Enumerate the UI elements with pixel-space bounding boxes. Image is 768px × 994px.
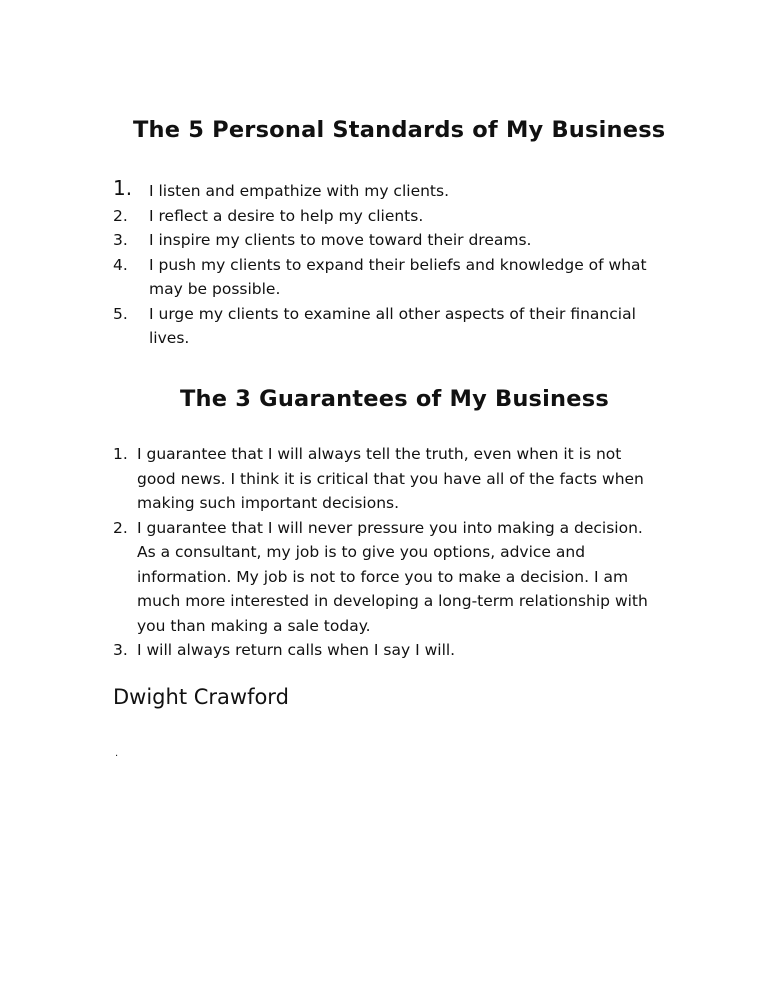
list-item-text: I inspire my clients to move toward their dreams. — [149, 231, 532, 249]
list-item-text: I reflect a desire to help my clients. — [149, 206, 424, 225]
list-item-number: 5. — [113, 304, 128, 323]
list-item — [113, 204, 653, 229]
guarantees-title: The 3 Guarantees of My Business — [180, 386, 609, 412]
standards-list — [113, 176, 653, 351]
list-item-text: I listen and empathize with my clients. — [149, 182, 450, 200]
list-item-number: 1. — [113, 445, 128, 463]
list-item — [113, 638, 661, 663]
footer-mark: . — [115, 748, 119, 759]
list-item-number: 4. — [113, 255, 128, 274]
list-item-number: 3. — [113, 641, 128, 659]
list-item-text: I urge my clients to examine all other aspects of their financial lives. — [149, 304, 636, 347]
guarantees-list — [113, 442, 661, 663]
list-item-text: I push my clients to expand their beliefs and knowledge of what may be possible. — [149, 255, 647, 298]
list-item-number: 2. — [113, 206, 128, 225]
list-item-text: I guarantee that I will never pressure you into making a decision. As a consultant, my job is to give you options, advice and information. My job is not to force you to make a decision. I am much more interested in developing a long-term relationship with you than making a sale today. — [137, 518, 648, 635]
signature-name: Dwight Crawford — [113, 685, 289, 709]
list-item — [113, 176, 653, 204]
list-item — [113, 253, 653, 302]
list-item-number: 3. — [113, 231, 128, 249]
list-item — [113, 442, 661, 516]
list-item — [113, 302, 653, 351]
list-item — [113, 228, 653, 253]
list-item-text: I guarantee that I will always tell the truth, even when it is not good news. I think it is critical that you have all of the facts when making such important decisions. — [137, 445, 644, 512]
list-item-text: I will always return calls when I say I will. — [137, 641, 456, 659]
list-item-number: 1. — [113, 176, 133, 200]
list-item-number: 2. — [113, 518, 128, 537]
list-item — [113, 516, 661, 639]
standards-title: The 5 Personal Standards of My Business — [133, 117, 666, 143]
